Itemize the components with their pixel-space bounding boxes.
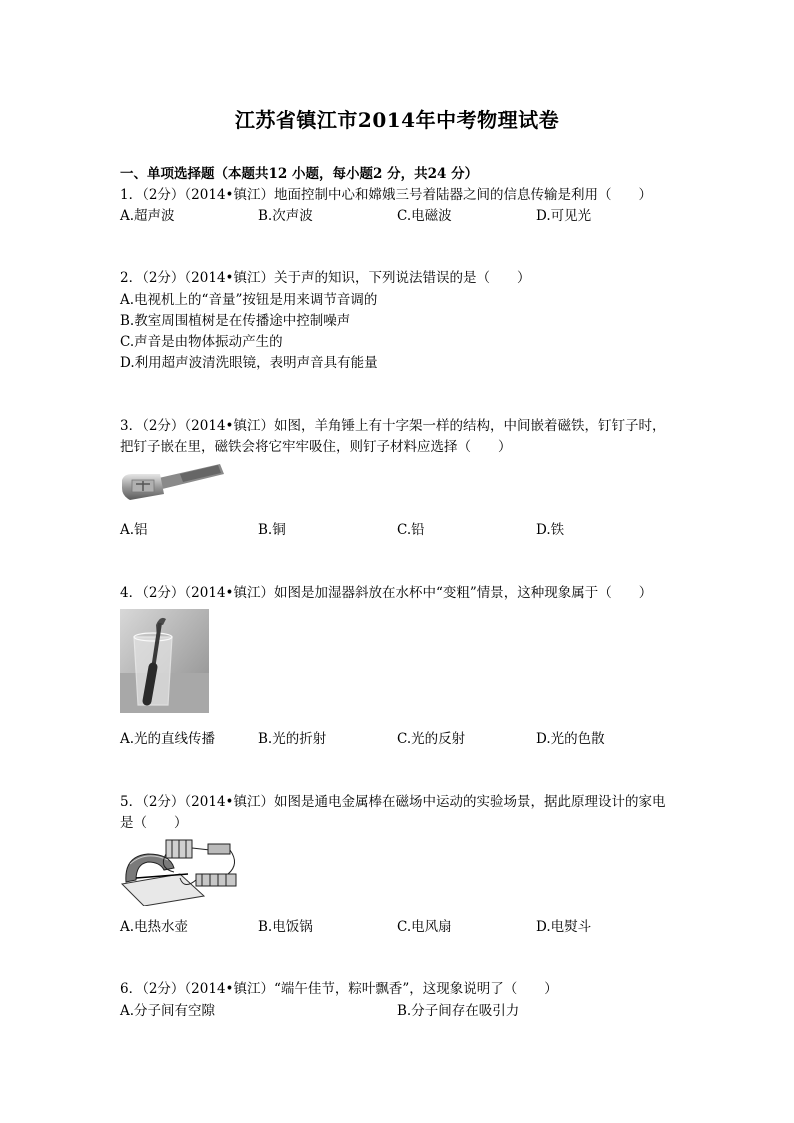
q2-option-a: A.电视机上的“音量”按钮是用来调节音调的 — [120, 292, 378, 308]
q3-option-a: A.铝 — [120, 522, 148, 538]
humidifier-cup-figure — [120, 609, 209, 713]
q4-option-a: A.光的直线传播 — [120, 731, 216, 747]
q4-option-c: C.光的反射 — [397, 731, 466, 747]
question-1-stem: 1．（2分）（2014•镇江）地面控制中心和嫦娥三号着陆器之间的信息传输是利用（ ） — [120, 187, 652, 203]
question-5-stem-line2: 是（ ） — [120, 815, 188, 831]
hammer-figure — [120, 460, 226, 505]
page-title: 江苏省镇江市2014年中考物理试卷 — [234, 108, 560, 132]
q3-option-c: C.铅 — [397, 522, 425, 538]
q2-option-d: D.利用超声波清洗眼镜，表明声音具有能量 — [120, 355, 378, 371]
q4-option-b: B.光的折射 — [258, 731, 327, 747]
current-magnet-experiment-figure — [118, 834, 242, 906]
q5-option-c: C.电风扇 — [397, 919, 452, 935]
q3-option-b: B.铜 — [258, 522, 286, 538]
question-4-stem: 4．（2分）（2014•镇江）如图是加湿器斜放在水杯中“变粗”情景，这种现象属于（ ） — [120, 585, 653, 601]
q4-option-d: D.光的色散 — [536, 731, 605, 747]
q6-option-b: B.分子间存在吸引力 — [397, 1003, 520, 1019]
q1-option-c: C.电磁波 — [397, 208, 452, 224]
q6-option-a: A.分子间有空隙 — [120, 1003, 216, 1019]
question-3-stem-line1: 3．（2分）（2014•镇江）如图，羊角锤上有十字架一样的结构，中间嵌着磁铁，钉钉子时， — [120, 418, 666, 434]
q1-option-b: B.次声波 — [258, 208, 313, 224]
question-2-stem: 2．（2分）（2014•镇江）关于声的知识，下列说法错误的是（ ） — [120, 270, 531, 286]
q5-option-a: A.电热水壶 — [120, 919, 189, 935]
q1-option-d: D.可见光 — [536, 208, 592, 224]
q1-option-a: A.超声波 — [120, 208, 175, 224]
q2-option-c: C.声音是由物体振动产生的 — [120, 334, 283, 350]
q2-option-b: B.教室周围植树是在传播途中控制噪声 — [120, 313, 351, 329]
q5-option-d: D.电熨斗 — [536, 919, 592, 935]
question-6-stem: 6．（2分）（2014•镇江）“端午佳节，粽叶飘香”，这现象说明了（ ） — [120, 981, 558, 997]
q3-option-d: D.铁 — [536, 522, 565, 538]
q5-option-b: B.电饭锅 — [258, 919, 313, 935]
section-heading: 一、单项选择题（本题共12 小题，每小题2 分，共24 分） — [120, 166, 479, 182]
question-3-stem-line2: 把钉子嵌在里，磁铁会将它牢牢吸住，则钉子材料应选择（ ） — [120, 439, 512, 455]
question-5-stem-line1: 5．（2分）（2014•镇江）如图是通电金属棒在磁场中运动的实验场景，据此原理设计的家电 — [120, 794, 666, 810]
